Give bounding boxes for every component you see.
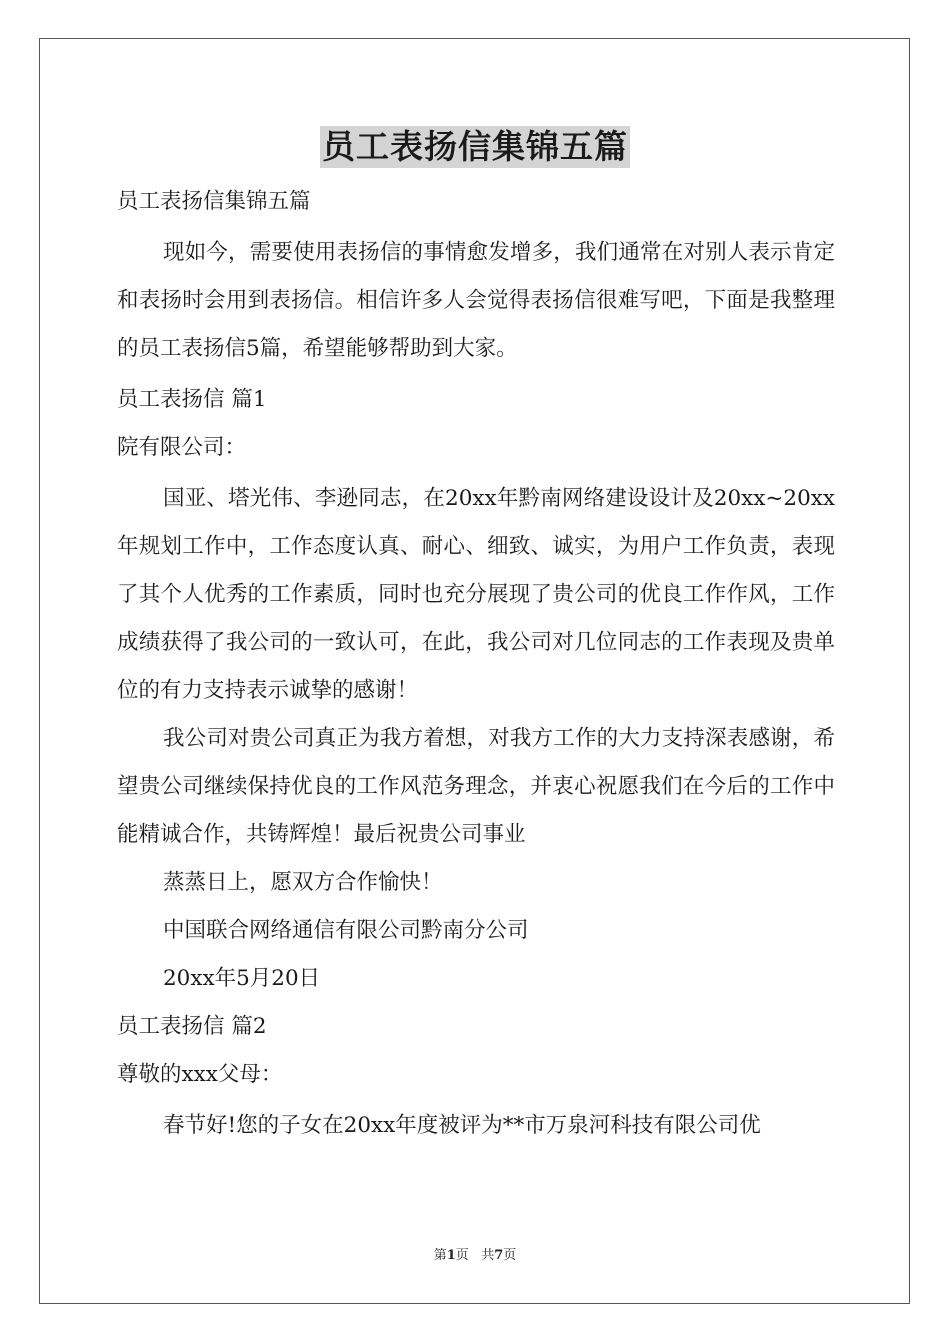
footer-page-suffix: 页: [503, 1248, 517, 1263]
footer-page-mid: 页 共: [455, 1248, 495, 1263]
footer-page-prefix: 第: [433, 1248, 447, 1263]
document-body: [117, 178, 835, 1150]
intro-paragraph: 现如今，需要使用表扬信的事情愈发增多，我们通常在对别人表示肯定和表扬时会用到表扬信。相信许多人会觉得表扬信很难写吧，下面是我整理的员工表扬信5篇，希望能够帮助到大家。: [117, 240, 835, 361]
title-container: [0, 126, 950, 168]
letter1-salutation: 院有限公司：: [117, 435, 247, 460]
letter2-heading: 员工表扬信 篇2: [117, 1014, 267, 1039]
letter1-date: 20xx年5月20日: [163, 966, 321, 991]
page-footer: [0, 1248, 950, 1264]
document-subtitle: 员工表扬信集锦五篇: [117, 189, 311, 214]
letter1-paragraph-1: 国亚、塔光伟、李逊同志，在20xx年黔南网络建设设计及20xx~20xx年规划工作中，工作态度认真、耐心、细致、诚实，为用户工作负责，表现了其个人优秀的工作素质，同时也充分展现了贵公司的优良工作作风，工作成绩获得了我公司的一致认可，在此，我公司对几位同志的工作表现及贵单位的有力支持表示诚挚的感谢！: [117, 486, 835, 703]
letter1-signature: 中国联合网络通信有限公司黔南分公司: [163, 918, 529, 943]
document-title: 员工表扬信集锦五篇: [322, 127, 628, 166]
letter1-closing: 蒸蒸日上，愿双方合作愉快！: [163, 870, 443, 895]
letter1-paragraph-2: 我公司对贵公司真正为我方着想，对我方工作的大力支持深表感谢，希望贵公司继续保持优良的工作风范务理念，并衷心祝愿我们在今后的工作中能精诚合作，共铸辉煌！最后祝贵公司事业: [117, 726, 835, 847]
letter2-paragraph-1: 春节好!您的子女在20xx年度被评为**市万泉河科技有限公司优: [163, 1113, 761, 1138]
footer-page-total: 7: [494, 1248, 504, 1263]
letter2-salutation: 尊敬的xxx父母：: [117, 1062, 283, 1087]
footer-page-current: 1: [446, 1248, 456, 1263]
letter1-heading: 员工表扬信 篇1: [117, 387, 267, 412]
